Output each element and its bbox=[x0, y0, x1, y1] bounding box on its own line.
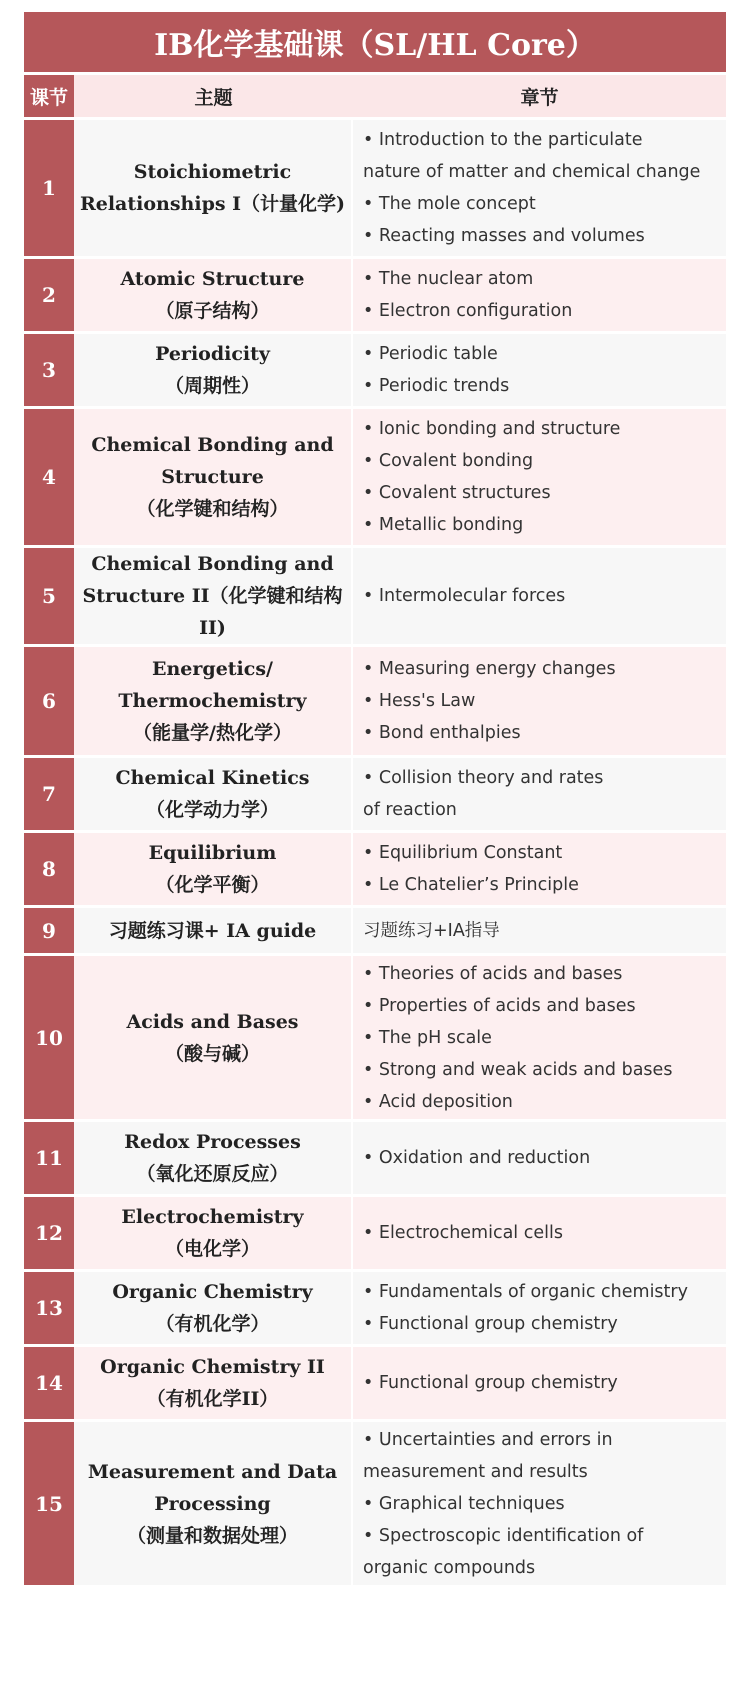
lesson-topic bbox=[74, 1122, 353, 1197]
section-line: • Le Chatelier’s Principle bbox=[363, 875, 579, 895]
section-line: • The nuclear atom bbox=[363, 269, 534, 289]
table-row bbox=[24, 548, 726, 647]
section-line: • Measuring energy changes bbox=[363, 659, 616, 679]
lesson-sections bbox=[353, 334, 726, 409]
topic-line: （酸与碱） bbox=[164, 1042, 260, 1065]
section-line: 习题练习+IA指导 bbox=[363, 920, 500, 941]
topic-line: Measurement and Data bbox=[87, 1460, 338, 1483]
table-row bbox=[24, 956, 726, 1122]
section-line: • Metallic bonding bbox=[363, 515, 524, 535]
lesson-sections bbox=[353, 833, 726, 908]
lesson-topic bbox=[74, 1347, 353, 1422]
lesson-topic bbox=[74, 334, 353, 409]
lesson-sections bbox=[353, 758, 726, 833]
topic-line: （电化学） bbox=[164, 1238, 260, 1260]
lesson-sections bbox=[353, 548, 726, 647]
section-line: • The mole concept bbox=[363, 194, 536, 214]
lesson-sections bbox=[353, 956, 726, 1122]
section-line: • Hess's Law bbox=[363, 691, 476, 711]
lesson-number: 2 bbox=[24, 259, 74, 334]
lesson-topic bbox=[74, 956, 353, 1122]
lesson-topic bbox=[74, 409, 353, 548]
lesson-number: 6 bbox=[24, 647, 74, 758]
section-line: nature of matter and chemical change bbox=[363, 162, 701, 182]
table-row bbox=[24, 259, 726, 334]
table-row bbox=[24, 334, 726, 409]
table-row bbox=[24, 833, 726, 908]
lesson-sections bbox=[353, 1422, 726, 1588]
header-section: 章节 bbox=[353, 72, 726, 120]
lesson-topic bbox=[74, 833, 353, 908]
section-line: • Fundamentals of organic chemistry bbox=[363, 1282, 688, 1302]
lesson-number: 1 bbox=[24, 120, 74, 259]
section-line: • Functional group chemistry bbox=[363, 1373, 618, 1393]
topic-line: Processing bbox=[154, 1492, 271, 1515]
section-line: • Theories of acids and bases bbox=[363, 963, 623, 984]
topic-line: （化学键和结构） bbox=[136, 498, 289, 520]
topic-line: （能量学/热化学） bbox=[133, 722, 292, 744]
lesson-topic bbox=[74, 259, 353, 334]
topic-line: （有机化学） bbox=[155, 1313, 270, 1335]
topic-line: （化学平衡） bbox=[155, 874, 270, 896]
section-line: organic compounds bbox=[363, 1557, 536, 1578]
section-line: • Covalent bonding bbox=[363, 451, 534, 471]
lesson-topic bbox=[74, 758, 353, 833]
topic-line: （化学动力学） bbox=[145, 799, 279, 821]
table-row bbox=[24, 647, 726, 758]
lesson-topic bbox=[74, 548, 353, 647]
lesson-topic bbox=[74, 908, 353, 956]
topic-line: Chemical Kinetics bbox=[115, 767, 310, 789]
section-line: • Periodic trends bbox=[363, 376, 510, 396]
lesson-topic bbox=[74, 647, 353, 758]
lesson-topic bbox=[74, 1197, 353, 1272]
section-line: • Oxidation and reduction bbox=[363, 1148, 591, 1168]
topic-line: （氧化还原反应） bbox=[136, 1163, 289, 1185]
section-line: • Properties of acids and bases bbox=[363, 995, 636, 1016]
lesson-number: 12 bbox=[24, 1197, 74, 1272]
lesson-sections bbox=[353, 259, 726, 334]
topic-line: Structure II（化学键和结构II) bbox=[82, 585, 343, 639]
lesson-number: 15 bbox=[24, 1422, 74, 1588]
table-row bbox=[24, 1422, 726, 1588]
lesson-sections bbox=[353, 1347, 726, 1422]
topic-line: Organic Chemistry II bbox=[100, 1356, 325, 1378]
lesson-topic bbox=[74, 1422, 353, 1588]
lesson-sections bbox=[353, 1122, 726, 1197]
section-line: • Collision theory and rates bbox=[363, 768, 604, 788]
lesson-number: 13 bbox=[24, 1272, 74, 1347]
topic-line: （原子结构） bbox=[155, 300, 270, 322]
section-line: of reaction bbox=[363, 800, 457, 820]
section-line: • Electron configuration bbox=[363, 301, 573, 321]
table-row bbox=[24, 409, 726, 548]
lesson-sections bbox=[353, 1197, 726, 1272]
lesson-topic bbox=[74, 120, 353, 259]
lesson-topic bbox=[74, 1272, 353, 1347]
topic-line: Thermochemistry bbox=[118, 690, 307, 712]
topic-line: （测量和数据处理） bbox=[126, 1524, 298, 1547]
section-line: • Electrochemical cells bbox=[363, 1223, 563, 1243]
section-line: measurement and results bbox=[363, 1461, 588, 1482]
section-line: • Acid deposition bbox=[363, 1091, 513, 1112]
lesson-number: 5 bbox=[24, 548, 74, 647]
course-table bbox=[24, 72, 726, 1588]
lesson-number: 4 bbox=[24, 409, 74, 548]
table-row bbox=[24, 120, 726, 259]
topic-line: Electrochemistry bbox=[121, 1206, 304, 1228]
lesson-number: 8 bbox=[24, 833, 74, 908]
topic-line: Chemical Bonding and bbox=[91, 434, 334, 456]
header-lesson: 课节 bbox=[24, 72, 74, 120]
lesson-sections bbox=[353, 120, 726, 259]
course-table-container bbox=[24, 12, 726, 1588]
lesson-sections bbox=[353, 647, 726, 758]
topic-line: 习题练习课+ IA guide bbox=[108, 919, 317, 942]
table-row bbox=[24, 1347, 726, 1422]
section-line: • The pH scale bbox=[363, 1027, 492, 1048]
section-line: • Spectroscopic identification of bbox=[363, 1525, 644, 1546]
lesson-sections bbox=[353, 409, 726, 548]
topic-line: Energetics/ bbox=[152, 658, 273, 680]
header-topic: 主题 bbox=[74, 72, 353, 120]
section-line: • Introduction to the particulate bbox=[363, 130, 643, 150]
lesson-number: 10 bbox=[24, 956, 74, 1122]
section-line: • Ionic bonding and structure bbox=[363, 419, 621, 439]
header-row bbox=[24, 72, 726, 120]
table-row bbox=[24, 1272, 726, 1347]
topic-line: Atomic Structure bbox=[120, 268, 305, 290]
lesson-sections bbox=[353, 1272, 726, 1347]
topic-line: Redox Processes bbox=[124, 1131, 301, 1153]
topic-line: Acids and Bases bbox=[126, 1010, 299, 1033]
section-line: • Graphical techniques bbox=[363, 1493, 565, 1514]
table-row bbox=[24, 758, 726, 833]
table-row bbox=[24, 908, 726, 956]
topic-line: Periodicity bbox=[155, 343, 270, 365]
topic-line: （有机化学II） bbox=[146, 1388, 279, 1410]
section-line: • Intermolecular forces bbox=[363, 586, 566, 606]
lesson-number: 7 bbox=[24, 758, 74, 833]
topic-line: Structure bbox=[161, 466, 264, 488]
topic-line: （周期性） bbox=[164, 375, 260, 397]
lesson-number: 9 bbox=[24, 908, 74, 956]
section-line: • Strong and weak acids and bases bbox=[363, 1059, 673, 1080]
section-line: • Bond enthalpies bbox=[363, 723, 521, 743]
topic-line: Equilibrium bbox=[148, 842, 277, 864]
table-title: IB化学基础课（SL/HL Core） bbox=[24, 12, 726, 72]
section-line: • Functional group chemistry bbox=[363, 1314, 618, 1334]
section-line: • Periodic table bbox=[363, 344, 498, 364]
lesson-number: 11 bbox=[24, 1122, 74, 1197]
topic-line: Stoichiometric bbox=[133, 161, 292, 183]
section-line: • Covalent structures bbox=[363, 483, 551, 503]
section-line: • Equilibrium Constant bbox=[363, 843, 563, 863]
topic-line: Chemical Bonding and bbox=[91, 553, 334, 575]
table-row bbox=[24, 1122, 726, 1197]
lesson-number: 3 bbox=[24, 334, 74, 409]
topic-line: Organic Chemistry bbox=[112, 1281, 313, 1303]
lesson-sections bbox=[353, 908, 726, 956]
table-row bbox=[24, 1197, 726, 1272]
section-line: • Uncertainties and errors in bbox=[363, 1429, 613, 1450]
lesson-number: 14 bbox=[24, 1347, 74, 1422]
section-line: • Reacting masses and volumes bbox=[363, 226, 645, 246]
topic-line: Relationships I（计量化学) bbox=[79, 193, 346, 215]
